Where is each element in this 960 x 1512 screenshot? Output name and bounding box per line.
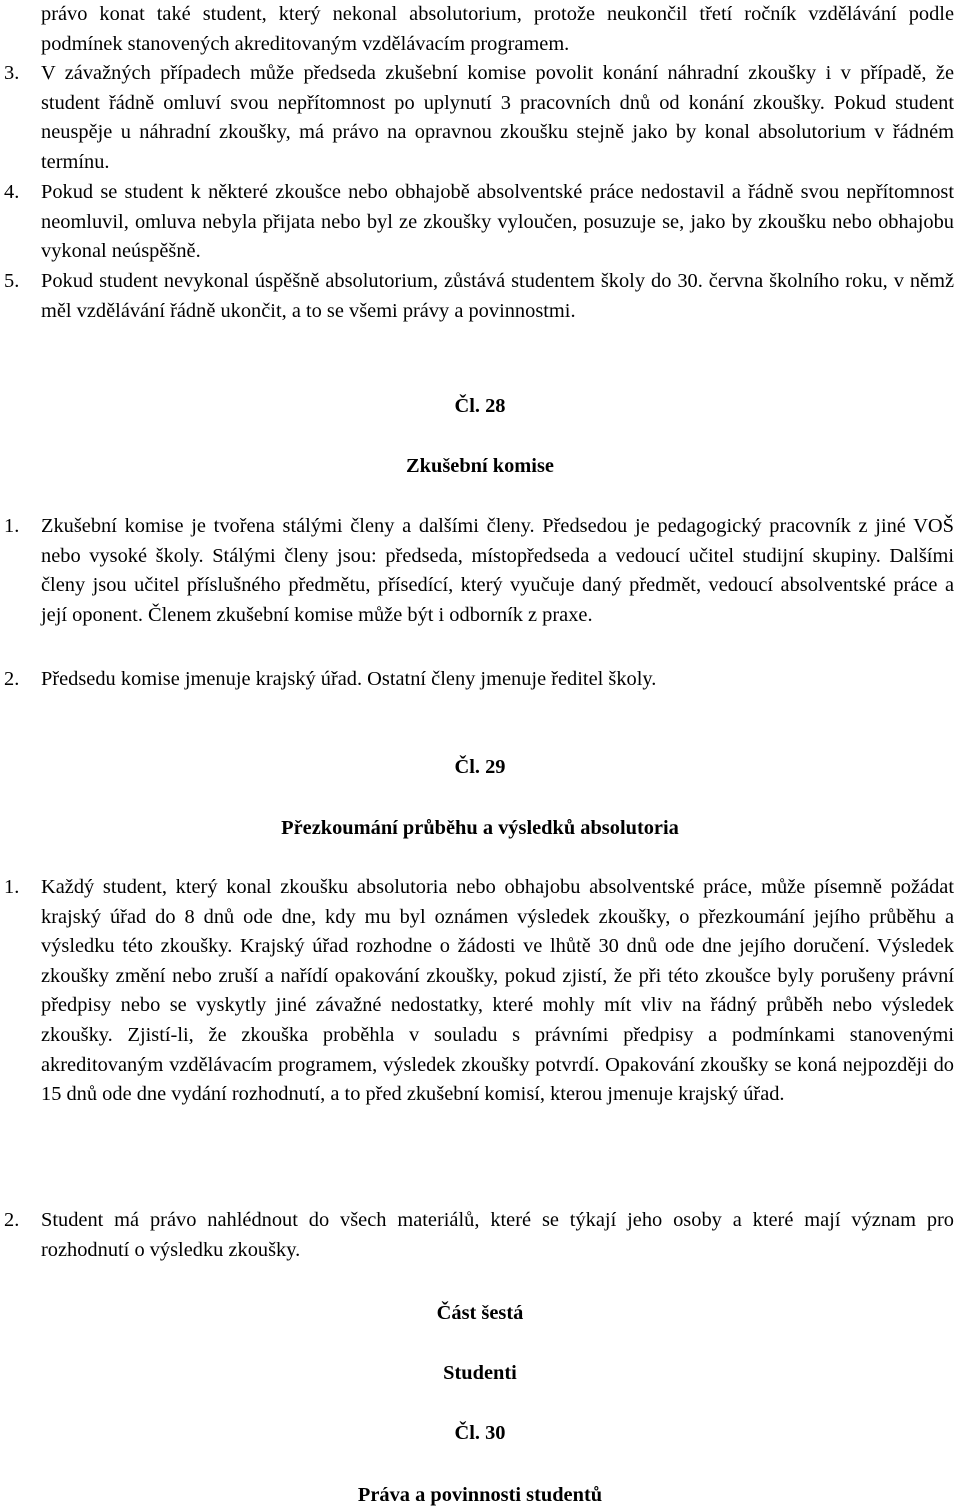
- article-title: Zkušební komise: [406, 455, 554, 477]
- list-item: [4, 873, 954, 1110]
- item-number: 2.: [4, 1209, 20, 1231]
- item-number: 3.: [4, 62, 20, 84]
- list-item: [4, 267, 954, 326]
- item-number: 1.: [4, 876, 20, 898]
- item-text: Pokud se student k některé zkoušce nebo obhajobě absolventské práce nedostavil a řádně svou nepřítomnost neomluvil, omluva nebyla přijata nebo byl ze zkoušky vyloučen, posuzuje se, jako by zkoušku nebo obhajobu vykonal neúspěšně.: [41, 181, 954, 263]
- item-number: 2.: [4, 668, 20, 690]
- article-title: Práva a povinnosti studentů: [357, 1484, 603, 1506]
- item-number: 4.: [4, 181, 20, 203]
- item-number: 1.: [4, 515, 20, 537]
- article-number: Čl. 30: [454, 1422, 506, 1444]
- item-text: Pokud student nevykonal úspěšně absolutorium, zůstává studentem školy do 30. června školního roku, v němž měl vzdělávání řádně ukončit, a to se všemi právy a povinnostmi.: [41, 270, 954, 322]
- list-item: [4, 512, 954, 630]
- article-title: Přezkoumání průběhu a výsledků absolutoria: [281, 817, 679, 839]
- continuation-paragraph: právo konat také student, který nekonal absolutorium, protože neukončil třetí ročník vzdělávání podle podmínek stanovených akreditovaným vzdělávacím programem.: [41, 3, 954, 55]
- item-text: Student má právo nahlédnout do všech materiálů, které se týkají jeho osoby a které mají význam pro rozhodnutí o výsledku zkoušky.: [41, 1209, 954, 1261]
- part-subtitle: Studenti: [443, 1362, 517, 1384]
- list-item: [4, 665, 954, 695]
- item-text: Předsedu komise jmenuje krajský úřad. Ostatní členy jmenuje ředitel školy.: [41, 668, 657, 690]
- item-text: V závažných případech může předseda zkušební komise povolit konání náhradní zkoušky i v případě, že student řádně omluví svou nepřítomnost po uplynutí 3 pracovních dnů od konání zkoušky. Pokud student neuspěje u náhradní zkoušky, má právo na opravnou zkoušku stejně jako by konal absolutorium v řádném termínu.: [41, 62, 954, 173]
- list-item: [4, 59, 954, 177]
- article-number: Čl. 29: [454, 756, 506, 778]
- item-text: Zkušební komise je tvořena stálými členy a dalšími členy. Předsedou je pedagogický pracovník z jiné VOŠ nebo vysoké školy. Stálými členy jsou: předseda, místopředseda a vedoucí učitel studijní skupiny. Dalšími členy jsou učitel příslušného předmětu, přísedící, který vyučuje daný předmět, vedoucí absolventské práce a její oponent. Členem zkušební komise může být i odborník z praxe.: [41, 515, 954, 626]
- list-item: [4, 178, 954, 267]
- item-text: Každý student, který konal zkoušku absolutoria nebo obhajobu absolventské práce, může písemně požádat krajský úřad do 8 dnů ode dne, kdy mu byl oznámen výsledek zkoušky, o přezkoumání jejího průběhu a výsledku této zkoušky. Krajský úřad rozhodne o žádosti ve lhůtě 30 dnů ode dne jejího doručení. Výsledek zkoušky změní nebo zruší a nařídí opakování zkoušky, pokud zjistí, že při této zkoušce byly porušeny právní předpisy nebo se vyskytly jiné závažné nedostatky, které mohly mít vliv na řádný průběh nebo výsledek zkoušky. Zjistí-li, že zkouška proběhla v souladu s právními předpisy a podmínkami stanovenými akreditovaným vzdělávacím programem, výsledek zkoušky potvrdí. Opakování zkoušky se koná nejpozději do 15 dnů ode dne vydání rozhodnutí, a to před zkušební komisí, kterou jmenuje krajský úřad.: [41, 876, 954, 1106]
- article-number: Čl. 28: [454, 395, 506, 417]
- part-title: Část šestá: [436, 1302, 524, 1324]
- list-item: [4, 1206, 954, 1265]
- item-number: 5.: [4, 270, 20, 292]
